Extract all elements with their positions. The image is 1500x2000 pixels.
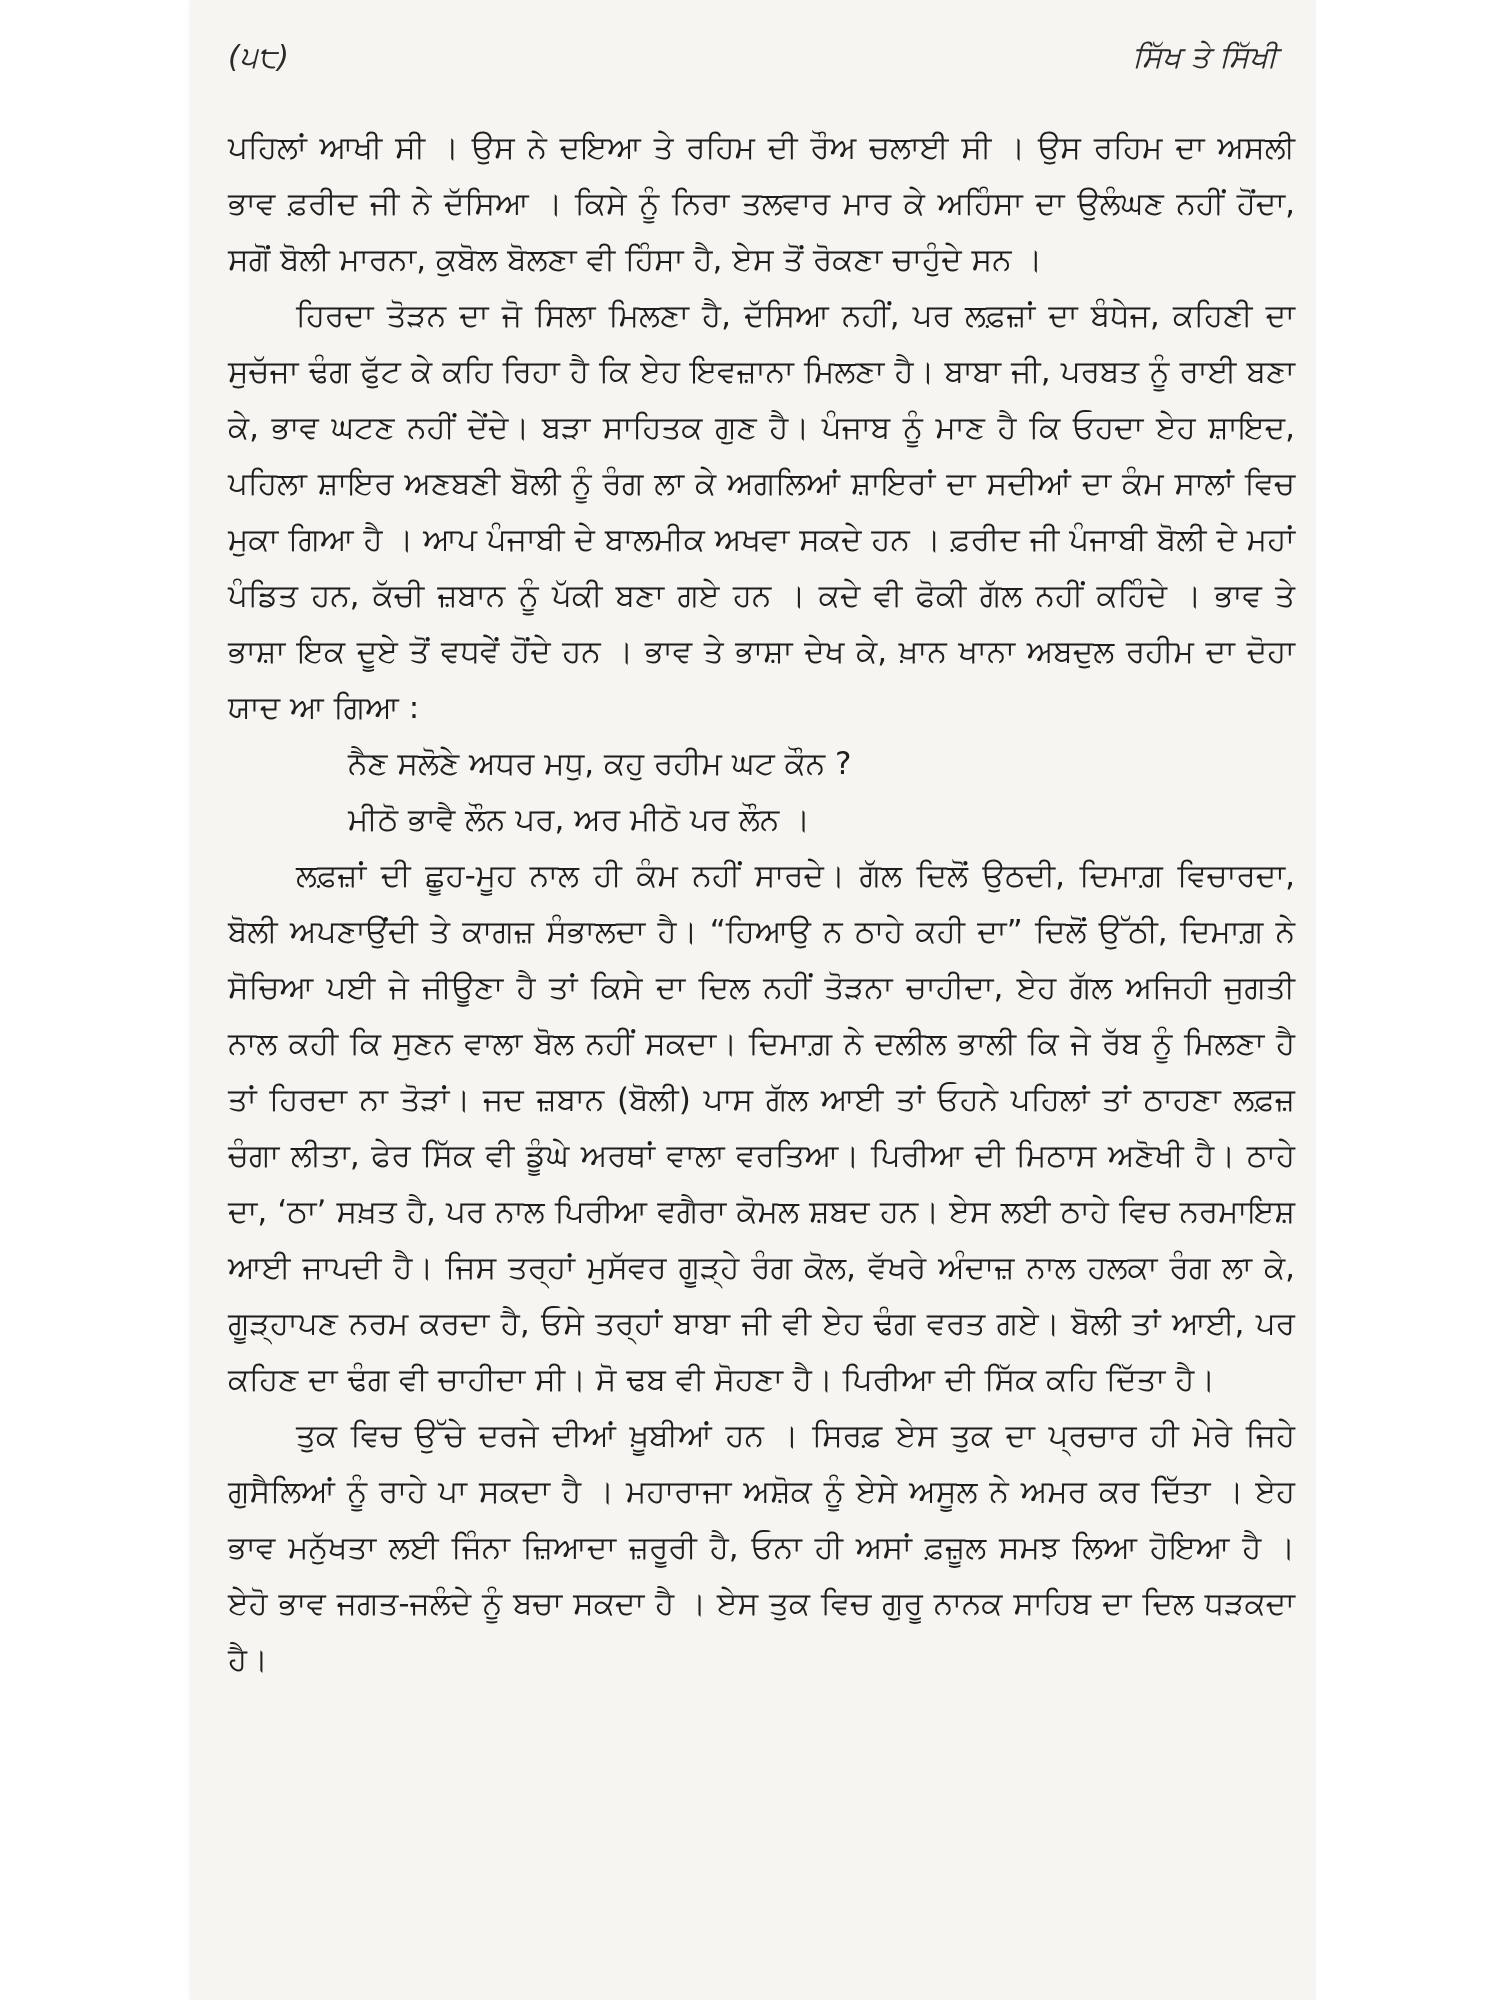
couplet-line: ਮੀਠੋ ਭਾਵੈ ਲੌਨ ਪਰ, ਅਰ ਮੀਠੋ ਪਰ ਲੌਨ । (348, 802, 811, 838)
scanned-page (190, 0, 1315, 2000)
couplet (228, 736, 1295, 848)
page-header (228, 40, 1277, 90)
paragraph: ਲਫ਼ਜ਼ਾਂ ਦੀ ਛੂਹ-ਮੂਹ ਨਾਲ ਹੀ ਕੰਮ ਨਹੀਂ ਸਾਰਦੇ। ਗੱਲ ਦਿਲੋਂ ਉਠਦੀ, ਦਿਮਾਗ਼ ਵਿਚਾਰਦਾ, ਬੋਲੀ ਅਪਣਾਉਂਦੀ ਤੇ ਕਾਗਜ਼ ਸੰਭਾਲਦਾ ਹੈ। “ਹਿਆਉ ਨ ਠਾਹੇ ਕਹੀ ਦਾ” ਦਿਲੋਂ ਉੱਠੀ, ਦਿਮਾਗ਼ ਨੇ ਸੋਚਿਆ ਪਈ ਜੇ ਜੀਊਣਾ ਹੈ ਤਾਂ ਕਿਸੇ ਦਾ ਦਿਲ ਨਹੀਂ ਤੋੜਨਾ ਚਾਹੀਦਾ, ਏਹ ਗੱਲ ਅਜਿਹੀ ਜੁਗਤੀ ਨਾਲ ਕਹੀ ਕਿ ਸੁਣਨ ਵਾਲਾ ਬੋਲ ਨਹੀਂ ਸਕਦਾ। ਦਿਮਾਗ਼ ਨੇ ਦਲੀਲ ਭਾਲੀ ਕਿ ਜੇ ਰੱਬ ਨੂੰ ਮਿਲਣਾ ਹੈ ਤਾਂ ਹਿਰਦਾ ਨਾ ਤੋੜਾਂ। ਜਦ ਜ਼ਬਾਨ (ਬੋਲੀ) ਪਾਸ ਗੱਲ ਆਈ ਤਾਂ ਓਹਨੇ ਪਹਿਲਾਂ ਤਾਂ ਠਾਹਣਾ ਲਫ਼ਜ਼ ਚੰਗਾ ਲੀਤਾ, ਫੇਰ ਸਿੱਕ ਵੀ ਡੂੰਘੇ ਅਰਥਾਂ ਵਾਲਾ ਵਰਤਿਆ। ਪਿਰੀਆ ਦੀ ਮਿਠਾਸ ਅਣੋਖੀ ਹੈ। ਠਾਹੇ ਦਾ, ‘ਠਾ’ ਸਖ਼ਤ ਹੈ, ਪਰ ਨਾਲ ਪਿਰੀਆ ਵਗੈਰਾ ਕੋਮਲ ਸ਼ਬਦ ਹਨ। ਏਸ ਲਈ ਠਾਹੇ ਵਿਚ ਨਰਮਾਇਸ਼ ਆਈ ਜਾਪਦੀ ਹੈ। ਜਿਸ ਤਰ੍ਹਾਂ ਮੁਸੱਵਰ ਗੂੜ੍ਹੇ ਰੰਗ ਕੋਲ, ਵੱਖਰੇ ਅੰਦਾਜ਼ ਨਾਲ ਹਲਕਾ ਰੰਗ ਲਾ ਕੇ, ਗੂੜ੍ਹਾਪਣ ਨਰਮ ਕਰਦਾ ਹੈ, ਓਸੇ ਤਰ੍ਹਾਂ ਬਾਬਾ ਜੀ ਵੀ ਏਹ ਢੰਗ ਵਰਤ ਗਏ। ਬੋਲੀ ਤਾਂ ਆਈ, ਪਰ ਕਹਿਣ ਦਾ ਢੰਗ ਵੀ ਚਾਹੀਦਾ ਸੀ। ਸੋ ਢਬ ਵੀ ਸੋਹਣਾ ਹੈ। ਪਿਰੀਆ ਦੀ ਸਿੱਕ ਕਹਿ ਦਿੱਤਾ ਹੈ। (228, 858, 1295, 1398)
paragraph: ਹਿਰਦਾ ਤੋੜਨ ਦਾ ਜੋ ਸਿਲਾ ਮਿਲਣਾ ਹੈ, ਦੱਸਿਆ ਨਹੀਂ, ਪਰ ਲਫ਼ਜ਼ਾਂ ਦਾ ਬੰਧੇਜ, ਕਹਿਣੀ ਦਾ ਸੁਚੱਜਾ ਢੰਗ ਫੁੱਟ ਕੇ ਕਹਿ ਰਿਹਾ ਹੈ ਕਿ ਏਹ ਇਵਜ਼ਾਨਾ ਮਿਲਣਾ ਹੈ। ਬਾਬਾ ਜੀ, ਪਰਬਤ ਨੂੰ ਰਾਈ ਬਣਾ ਕੇ, ਭਾਵ ਘਟਣ ਨਹੀਂ ਦੇਂਦੇ। ਬੜਾ ਸਾਹਿਤਕ ਗੁਣ ਹੈ। ਪੰਜਾਬ ਨੂੰ ਮਾਣ ਹੈ ਕਿ ਓਹਦਾ ਏਹ ਸ਼ਾਇਦ, ਪਹਿਲਾ ਸ਼ਾਇਰ ਅਣਬਣੀ ਬੋਲੀ ਨੂੰ ਰੰਗ ਲਾ ਕੇ ਅਗਲਿਆਂ ਸ਼ਾਇਰਾਂ ਦਾ ਸਦੀਆਂ ਦਾ ਕੰਮ ਸਾਲਾਂ ਵਿਚ ਮੁਕਾ ਗਿਆ ਹੈ । ਆਪ ਪੰਜਾਬੀ ਦੇ ਬਾਲਮੀਕ ਅਖਵਾ ਸਕਦੇ ਹਨ । ਫ਼ਰੀਦ ਜੀ ਪੰਜਾਬੀ ਬੋਲੀ ਦੇ ਮਹਾਂ ਪੰਡਿਤ ਹਨ, ਕੱਚੀ ਜ਼ਬਾਨ ਨੂੰ ਪੱਕੀ ਬਣਾ ਗਏ ਹਨ । ਕਦੇ ਵੀ ਫੋਕੀ ਗੱਲ ਨਹੀਂ ਕਹਿੰਦੇ । ਭਾਵ ਤੇ ਭਾਸ਼ਾ ਇਕ ਦੂਏ ਤੋਂ ਵਧਵੇਂ ਹੋਂਦੇ ਹਨ । ਭਾਵ ਤੇ ਭਾਸ਼ਾ ਦੇਖ ਕੇ, ਖ਼ਾਨ ਖਾਨਾ ਅਬਦੁਲ ਰਹੀਮ ਦਾ ਦੋਹਾ ਯਾਦ ਆ ਗਿਆ : (228, 298, 1295, 726)
paragraph: ਤੁਕ ਵਿਚ ਉੱਚੇ ਦਰਜੇ ਦੀਆਂ ਖ਼ੂਬੀਆਂ ਹਨ । ਸਿਰਫ਼ ਏਸ ਤੁਕ ਦਾ ਪ੍ਰਚਾਰ ਹੀ ਮੇਰੇ ਜਿਹੇ ਗੁਸੈਲਿਆਂ ਨੂੰ ਰਾਹੇ ਪਾ ਸਕਦਾ ਹੈ । ਮਹਾਰਾਜਾ ਅਸ਼ੋਕ ਨੂੰ ਏਸੇ ਅਸੂਲ ਨੇ ਅਮਰ ਕਰ ਦਿੱਤਾ । ਏਹ ਭਾਵ ਮਨੁੱਖਤਾ ਲਈ ਜਿੰਨਾ ਜ਼ਿਆਦਾ ਜ਼ਰੂਰੀ ਹੈ, ਓਨਾ ਹੀ ਅਸਾਂ ਫ਼ਜ਼ੂਲ ਸਮਝ ਲਿਆ ਹੋਇਆ ਹੈ । ਏਹੋ ਭਾਵ ਜਗਤ-ਜਲੰਦੇ ਨੂੰ ਬਚਾ ਸਕਦਾ ਹੈ । ਏਸ ਤੁਕ ਵਿਚ ਗੁਰੂ ਨਾਨਕ ਸਾਹਿਬ ਦਾ ਦਿਲ ਧੜਕਦਾ ਹੈ। (228, 1418, 1295, 1678)
running-head: ਸਿੱਖ ਤੇ ਸਿੱਖੀ (1132, 40, 1277, 75)
couplet-line: ਨੈਣ ਸਲੋਣੇ ਅਧਰ ਮਧੁ, ਕਹੁ ਰਹੀਮ ਘਟ ਕੌਨ ? (348, 746, 852, 782)
page-number: (੫੮) (228, 40, 289, 75)
paragraph: ਪਹਿਲਾਂ ਆਖੀ ਸੀ । ਉਸ ਨੇ ਦਇਆ ਤੇ ਰਹਿਮ ਦੀ ਰੌਅ ਚਲਾਈ ਸੀ । ਉਸ ਰਹਿਮ ਦਾ ਅਸਲੀ ਭਾਵ ਫ਼ਰੀਦ ਜੀ ਨੇ ਦੱਸਿਆ । ਕਿਸੇ ਨੂੰ ਨਿਰਾ ਤਲਵਾਰ ਮਾਰ ਕੇ ਅਹਿੰਸਾ ਦਾ ਉਲੰਘਣ ਨਹੀਂ ਹੋਂਦਾ, ਸਗੋਂ ਬੋਲੀ ਮਾਰਨਾ, ਕੁਬੋਲ ਬੋਲਣਾ ਵੀ ਹਿੰਸਾ ਹੈ, ਏਸ ਤੋਂ ਰੋਕਣਾ ਚਾਹੁੰਦੇ ਸਨ । (228, 130, 1295, 278)
text-body (228, 120, 1295, 1688)
